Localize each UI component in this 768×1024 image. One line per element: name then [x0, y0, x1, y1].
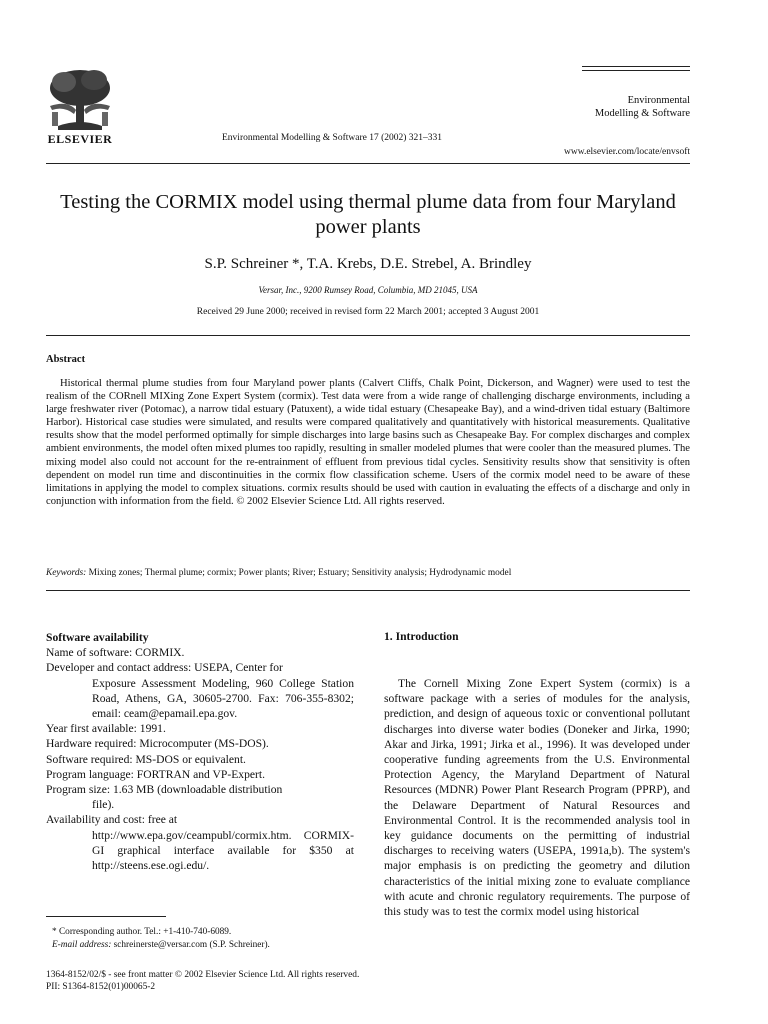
keywords-text: Mixing zones; Thermal plume; cormix; Power plants; River; Estuary; Sensitivity analysis; Hydrodynamic model	[88, 568, 512, 578]
software-name: Name of software: CORMIX.	[46, 646, 185, 660]
footnote-email	[52, 939, 352, 952]
software-developer-address: Exposure Assessment Modeling, 960 College Station Road, Athens, GA, 30605-2700. Fax: 706-355-8302; email: ceam@epamail.epa.gov.	[92, 676, 354, 721]
introduction-heading: 1. Introduction	[384, 630, 459, 643]
abstract-divider	[46, 590, 690, 591]
header-divider	[46, 163, 690, 164]
copyright-footer	[46, 969, 359, 993]
software-heading: Software availability	[46, 631, 149, 644]
software-language: Program language: FORTRAN and VP-Expert.	[46, 767, 266, 781]
pii-line: PII: S1364-8152(01)00065-2	[46, 982, 156, 992]
software-developer: Developer and contact address: USEPA, Center for	[46, 661, 283, 675]
keywords	[46, 568, 690, 578]
front-matter-line: 1364-8152/02/$ - see front matter © 2002 Elsevier Science Ltd. All rights reserved.	[46, 970, 360, 980]
software-availability-cont: http://www.epa.gov/ceampubl/cormix.htm. CORMIX-GI graphical interface available for $350 at http://steens.ese.ogi.edu/.	[92, 828, 354, 873]
journal-url[interactable]: www.elsevier.com/locate/envsoft	[563, 147, 690, 157]
title-divider	[46, 335, 690, 336]
abstract-text: Historical thermal plume studies from four Maryland power plants (Calvert Cliffs, Chalk Point, Dickerson, and Wagner) were used to test the realism of the CORnell MIXing Zone Expert System (cormix). Test data were from a wide range of challenging discharge environments, including a large freshwater river (Potomac), a narrow tidal estuary (Patuxent), a wide tidal estuary (Chesapeake Bay), and a wind-driven tidal estuary (Baltimore Harbor). Historical case studies were simulated, and results were compared qualitatively and quantitatively with historical measurements. Qualitative results show that the model performed optimally for simple discharges into large basins such as Chesapeake Bay. For complex discharges and complex ambient environments, the model often mixed plumes too rapidly, resulting in smaller modeled plumes that were cooler than the measured plumes. The mixing model also could not account for the re-entrainment of effluent from previous tidal cycles. Sensitivity results show that sensitivity is often dependent on model run time and discontinuities in the cormix flow classification scheme. Users of the cormix model need to be aware of these limitations in applying the model to complex situations. cormix results should be used with caution in evaluating the effects of a discharge and only in conjunction with information from the field. © 2002 Elsevier Science Ltd. All rights reserved.	[46, 378, 690, 507]
footnote	[52, 926, 352, 952]
footnote-email-text: schreinerste@versar.com (S.P. Schreiner).	[111, 940, 270, 950]
journal-name	[595, 94, 690, 120]
received-dates: Received 29 June 2000; received in revised form 22 March 2001; accepted 3 August 2001	[196, 307, 540, 317]
abstract-heading: Abstract	[46, 354, 86, 365]
software-required: Software required: MS-DOS or equivalent.	[46, 752, 246, 766]
author-affiliation: Versar, Inc., 9200 Rumsey Road, Columbia, MD 21045, USA	[258, 285, 478, 295]
footnote-divider	[46, 916, 166, 917]
publisher-name: ELSEVIER	[47, 132, 113, 146]
software-availability	[46, 630, 354, 873]
software-availability-line: Availability and cost: free at	[46, 813, 178, 827]
publisher-logo	[38, 66, 122, 147]
elsevier-tree-icon	[38, 66, 122, 132]
footnote-corresponding: * Corresponding author. Tel.: +1-410-740-6089.	[52, 927, 232, 937]
journal-name-line1: Environmental	[627, 95, 690, 106]
article-title: Testing the CORMIX model using thermal plume data from four Maryland power plants	[60, 191, 676, 238]
software-year: Year first available: 1991.	[46, 722, 166, 736]
journal-rules	[582, 66, 690, 71]
journal-name-line2: Modelling & Software	[594, 108, 690, 119]
journal-citation: Environmental Modelling & Software 17 (2002) 321–331	[222, 133, 443, 143]
introduction-text: The Cornell Mixing Zone Expert System (cormix) is a software package with a series of modules for the analysis, prediction, and design of aqueous toxic or conventional pollutant discharges into diverse water bodies (Doneker and Jirka, 1990; Akar and Jirka, 1991; Jirka et al., 1996). It was developed under cooperative funding agreements from the U.S. Environmental Protection Agency, the Maryland Department of Natural Resources (MDNR) Power Plant Research Program (PPRP), and the Delaware Department of Natural Resources and Environmental Control. It is the recommended analysis tool in key guidance documents on the permitting of industrial discharges to receiving waters (USEPA, 1991a,b). The system's major emphasis is on predicting the geometry and dilution characteristics of the initial mixing zone to evaluate compliance with acute and chronic regulatory requirements. The purpose of this study was to test the cormix model using historical	[384, 677, 690, 919]
software-size: Program size: 1.63 MB (downloadable distribution	[46, 783, 283, 797]
article-authors: S.P. Schreiner *, T.A. Krebs, D.E. Strebel, A. Brindley	[204, 256, 532, 272]
footnote-email-label: E-mail address:	[52, 940, 112, 950]
software-size-cont: file).	[92, 798, 115, 812]
software-hardware: Hardware required: Microcomputer (MS-DOS).	[46, 737, 269, 751]
keywords-label: Keywords:	[46, 568, 87, 578]
